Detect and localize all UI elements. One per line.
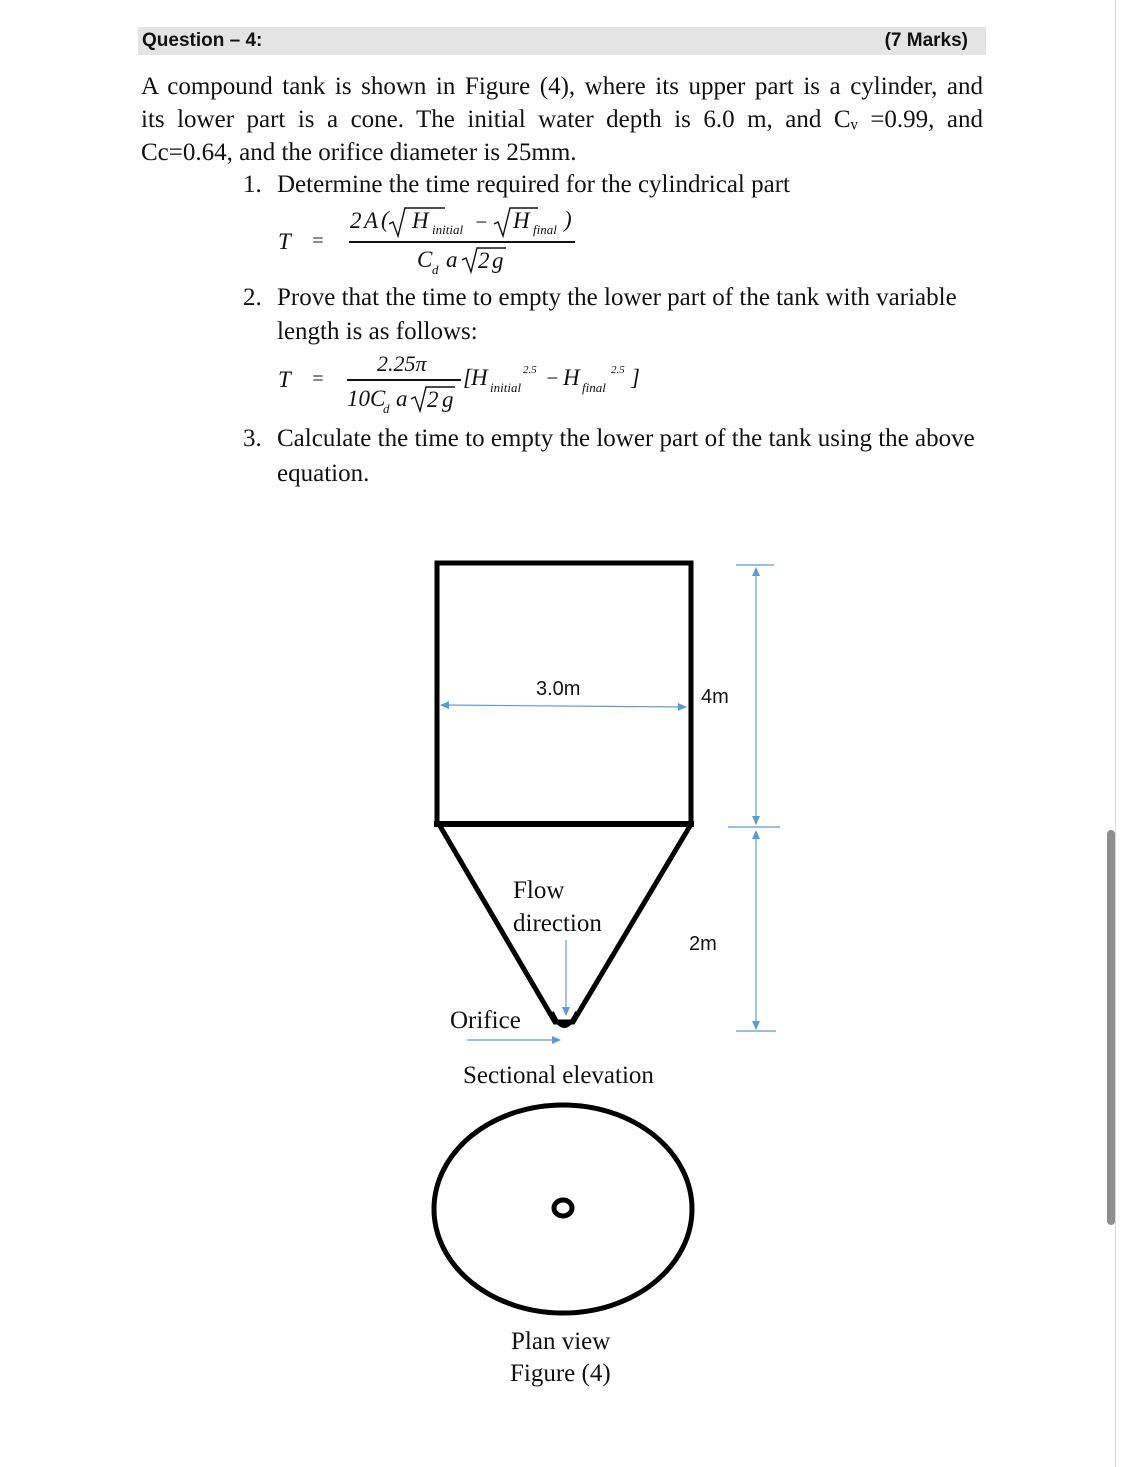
minus-sign: − [474,210,489,234]
paren-open: ( [381,207,389,232]
bracket-close: ] [631,365,640,390]
formula-exp-2: 2.5 [611,364,625,376]
formula-h-initial: H [412,208,429,233]
formula-h-initial: H [471,365,488,390]
list-item-text: Determine the time required for the cylindrical part [277,171,790,198]
height-lower-label: 2m [689,933,717,955]
formula-a: a [396,386,408,411]
intro-line-3: Cc=0.64, and the orifice diameter is 25mm. [141,139,577,166]
formula-a: a [446,247,458,272]
formula-two: 2 [427,387,439,412]
figure-caption: Figure (4) [510,1360,611,1387]
formula-coef: 2 [350,208,362,233]
formula-h-final: H [563,365,580,390]
plan-view-circle [434,1105,692,1313]
formula-h-final: H [513,208,530,233]
paren-close: ) [564,207,572,232]
plan-view-orifice [554,1200,572,1216]
flow-label-line-2: direction [513,910,602,937]
formula-g: g [442,387,454,412]
elevation-caption: Sectional elevation [463,1062,654,1089]
list-item-text: Calculate the time to empty the lower part of the tank using the above [277,425,975,452]
formula-equals: = [311,230,325,252]
question-marks: (7 Marks) [884,30,968,51]
formula-g: g [492,248,504,273]
list-item-number: 2. [243,284,262,311]
list-item-number: 3. [243,425,262,452]
formula-den-coef: 10C [347,386,386,411]
list-item-text-cont: length is as follows: [277,318,478,345]
formula-area: A [364,208,379,233]
formula-numerator: 2.25π [377,351,427,376]
formula-equals: = [311,368,325,390]
formula-sub-final: final [533,222,557,237]
minus-sign: − [545,366,560,390]
formula-exp-1: 2.5 [523,364,537,376]
formula-lhs: T [278,367,291,392]
formula-cd: C [417,247,433,272]
formula-sub-d: d [432,262,439,277]
height-upper-label: 4m [701,686,729,708]
flow-label-line-1: Flow [513,877,565,904]
intro-line-1: A compound tank is shown in Figure (4), where its upper part is a cylinder, and [141,73,983,100]
list-item-number: 1. [243,171,262,198]
list-item-text-cont: equation. [277,460,370,487]
formula-lhs: T [278,229,291,254]
plan-caption: Plan view [511,1328,611,1355]
formula-sub-final: final [582,380,606,395]
formula-two: 2 [478,248,490,273]
bracket-open: [ [463,365,472,390]
diameter-label: 3.0m [536,678,581,700]
orifice-label: Orifice [450,1007,521,1034]
formula-sub-initial: initial [490,380,522,395]
formula-sub-initial: initial [432,222,464,237]
question-number: Question – 4: [142,30,263,51]
diameter-dimension-line [441,705,686,707]
list-item-text: Prove that the time to empty the lower part of the tank with variable [277,284,957,311]
formula-sub-d: d [383,401,390,416]
intro-line-2: its lower part is a cone. The initial water depth is 6.0 m, and Cᵥ =0.99, and [141,106,983,133]
